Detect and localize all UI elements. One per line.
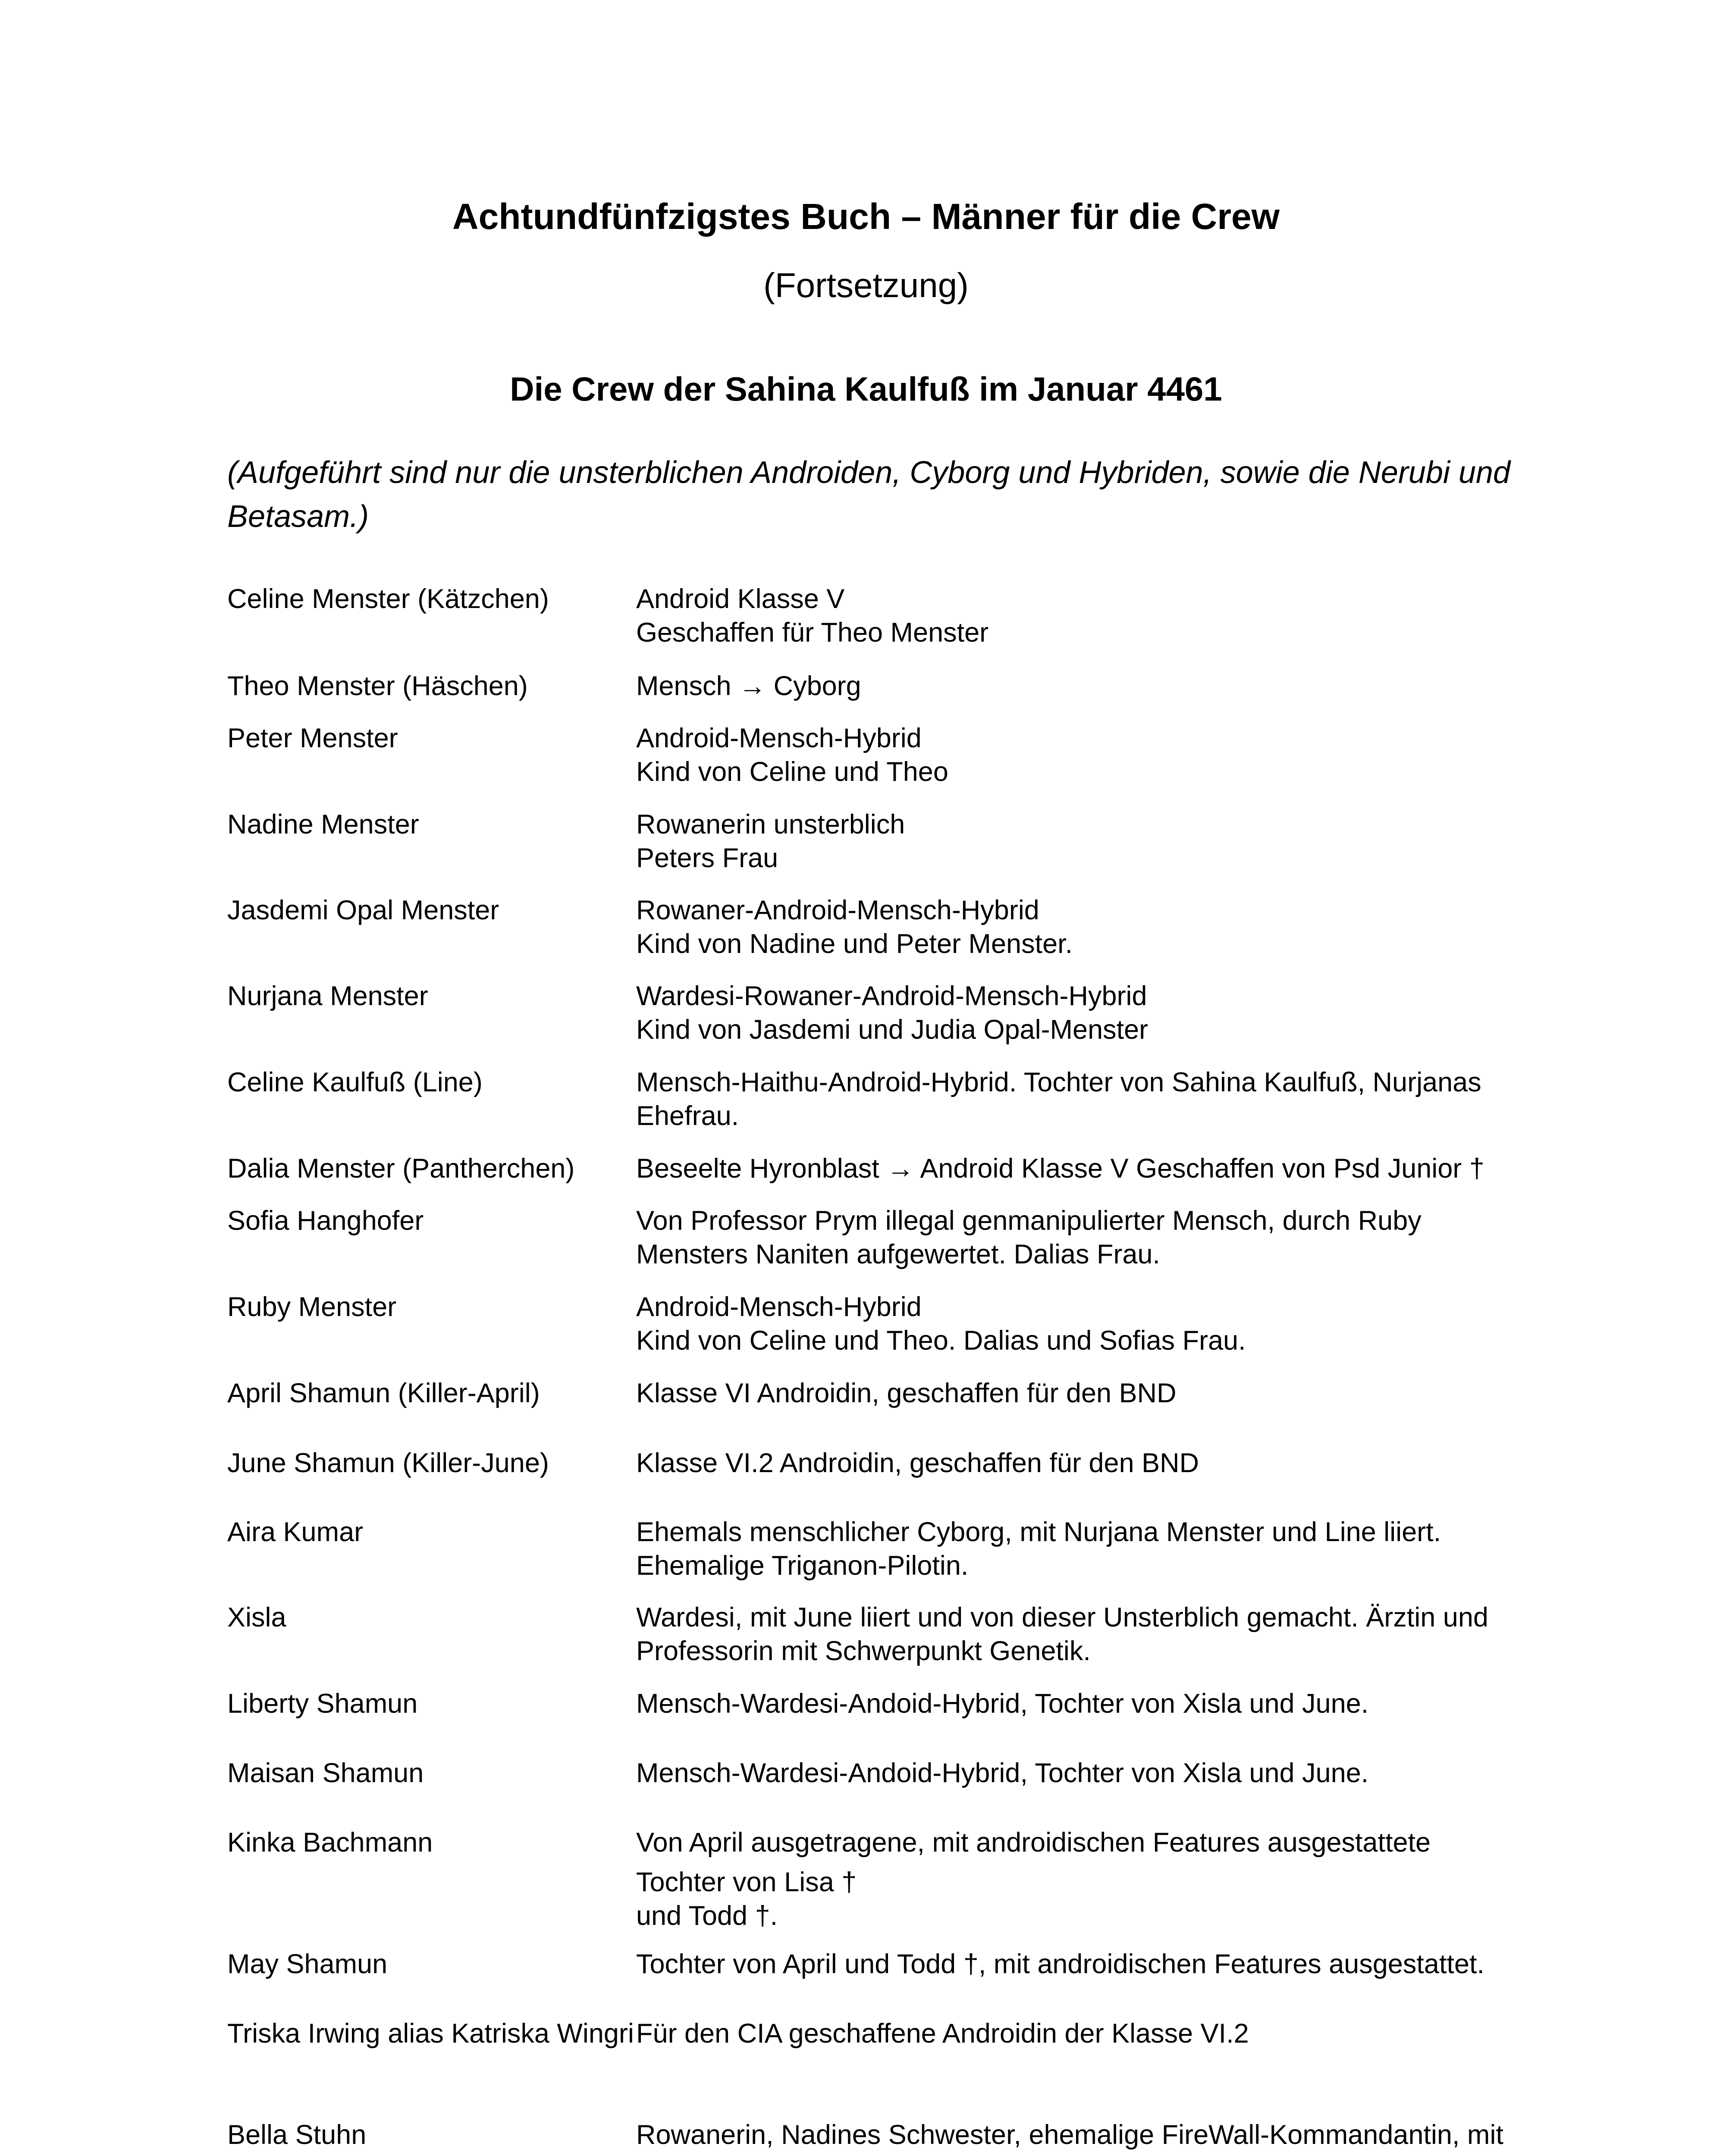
crew-member-name: Celine Menster (Kätzchen) [227,584,549,614]
description-line: Tochter von Lisa † [636,1867,857,1897]
description-line: Android Klasse V [636,584,845,614]
description-line: Beseelte Hyronblast → Android Klasse V Geschaffen von Psd Junior † [636,1153,1484,1184]
crew-row [227,1446,1586,1480]
crew-member-name: June Shamun (Killer-June) [227,1448,549,1478]
crew-row [227,893,1586,961]
description-line: und Todd †. [636,1901,778,1931]
crew-row [227,1376,1586,1410]
crew-row [227,1826,1586,1933]
crew-row [227,1687,1586,1720]
crew-member-description [636,1947,1586,1981]
crew-member-description [636,1756,1586,1790]
description-line: Kind von Celine und Theo [636,757,948,787]
crew-row [227,669,1586,703]
description-line: Wardesi, mit June liiert und von dieser Unsterblich gemacht. Ärztin und [636,1602,1489,1633]
description-line: Android-Mensch-Hybrid [636,1292,922,1322]
crew-member-name: Aira Kumar [227,1517,364,1547]
crew-member-description [636,1290,1586,1357]
italic-note: (Aufgeführt sind nur die unsterblichen Androiden, Cyborg und Hybriden, sowie die Nerubi und Betasam.) [227,455,1511,534]
crew-member-name: Nurjana Menster [227,981,428,1011]
crew-member-description [636,1515,1586,1583]
crew-row [227,1947,1586,1981]
crew-member-description [636,808,1586,875]
crew-member-name: Dalia Menster (Pantherchen) [227,1153,575,1184]
crew-row [227,1290,1586,1357]
crew-member-name: Peter Menster [227,723,398,753]
crew-member-name: Sofia Hanghofer [227,1206,424,1236]
crew-row [227,1601,1586,1668]
description-line: Peters Frau [636,843,778,873]
description-line: Android-Mensch-Hybrid [636,723,922,753]
description-line: Mensch-Haithu-Android-Hybrid. Tochter von Sahina Kaulfuß, Nurjanas [636,1067,1481,1097]
book-subtitle: (Fortsetzung) [763,266,969,304]
crew-member-description [636,1376,1586,1410]
description-line: Tochter von April und Todd †, mit androidischen Features ausgestattet. [636,1949,1484,1979]
description-line: Kind von Jasdemi und Judia Opal-Menster [636,1015,1148,1045]
description-line: Kind von Nadine und Peter Menster. [636,929,1073,959]
description-line: Ehemalige Triganon-Pilotin. [636,1551,969,1581]
crew-member-name: Bella Stuhn [227,2120,367,2150]
crew-member-name: Ruby Menster [227,1292,397,1322]
crew-row [227,1065,1586,1133]
crew-member-name: April Shamun (Killer-April) [227,1378,540,1408]
description-line: Mensch → Cyborg [636,671,861,701]
crew-row [227,1204,1586,1271]
crew-member-name: Jasdemi Opal Menster [227,895,499,925]
crew-member-description [636,582,1586,649]
description-line: Kind von Celine und Theo. Dalias und Sofias Frau. [636,1326,1246,1356]
crew-row [227,582,1586,649]
crew-member-description [636,1826,1586,1933]
description-line: Rowaner-Android-Mensch-Hybrid [636,895,1039,925]
crew-member-description [636,1687,1586,1720]
description-line: Für den CIA geschaffene Androidin der Klasse VI.2 [636,2018,1249,2049]
crew-member-description [636,1446,1586,1480]
crew-row [227,1152,1586,1185]
description-line: Professorin mit Schwerpunkt Genetik. [636,1636,1091,1666]
book-title: Achtundfünfzigstes Buch – Männer für die Crew [452,196,1280,237]
description-line: Klasse VI.2 Androidin, geschaffen für den BND [636,1448,1199,1478]
crew-row [227,721,1586,789]
crew-row [227,2017,1586,2054]
crew-member-description [636,2118,1586,2152]
crew-member-description [636,893,1586,961]
crew-member-name: Liberty Shamun [227,1689,418,1719]
crew-member-name: Kinka Bachmann [227,1827,433,1858]
crew-row [227,808,1586,875]
crew-member-name: May Shamun [227,1949,388,1979]
crew-member-name: Xisla [227,1602,286,1633]
crew-row [227,979,1586,1047]
crew-member-description [636,979,1586,1047]
description-line: Mensch-Wardesi-Andoid-Hybrid, Tochter von Xisla und June. [636,1689,1369,1719]
description-line: Von April ausgetragene, mit androidischen Features ausgestattete [636,1827,1431,1858]
description-line: Rowanerin unsterblich [636,809,905,840]
crew-member-name: Maisan Shamun [227,1758,424,1788]
description-line: Wardesi-Rowaner-Android-Mensch-Hybrid [636,981,1147,1011]
description-line: Rowanerin, Nadines Schwester, ehemalige FireWall-Kommandantin, mit [636,2120,1504,2150]
description-line: Ehemals menschlicher Cyborg, mit Nurjana Menster und Line liiert. [636,1517,1441,1547]
crew-row [227,1515,1586,1583]
crew-member-name: Theo Menster (Häschen) [227,671,528,701]
crew-row [227,2118,1586,2152]
description-line: Mensch-Wardesi-Andoid-Hybrid, Tochter von Xisla und June. [636,1758,1369,1788]
crew-member-name: Celine Kaulfuß (Line) [227,1067,483,1097]
crew-member-description [636,1204,1586,1271]
crew-member-description [636,2017,1586,2050]
description-line: Mensters Naniten aufgewertet. Dalias Frau. [636,1239,1161,1269]
crew-member-description [636,721,1586,789]
crew-member-name: Triska Irwing alias Katriska Wingri [227,2018,634,2049]
description-line: Geschaffen für Theo Menster [636,617,989,648]
description-line: Ehefrau. [636,1101,739,1131]
crew-member-name: Nadine Menster [227,809,419,840]
description-line: Von Professor Prym illegal genmanipulierter Mensch, durch Ruby [636,1206,1421,1236]
description-line: Klasse VI Androidin, geschaffen für den BND [636,1378,1177,1408]
crew-member-description [636,669,1586,703]
section-heading: Die Crew der Sahina Kaulfuß im Januar 4461 [510,370,1222,408]
crew-row [227,1756,1586,1790]
crew-member-description [636,1601,1586,1668]
crew-member-description [636,1152,1586,1185]
crew-member-description [636,1065,1586,1133]
